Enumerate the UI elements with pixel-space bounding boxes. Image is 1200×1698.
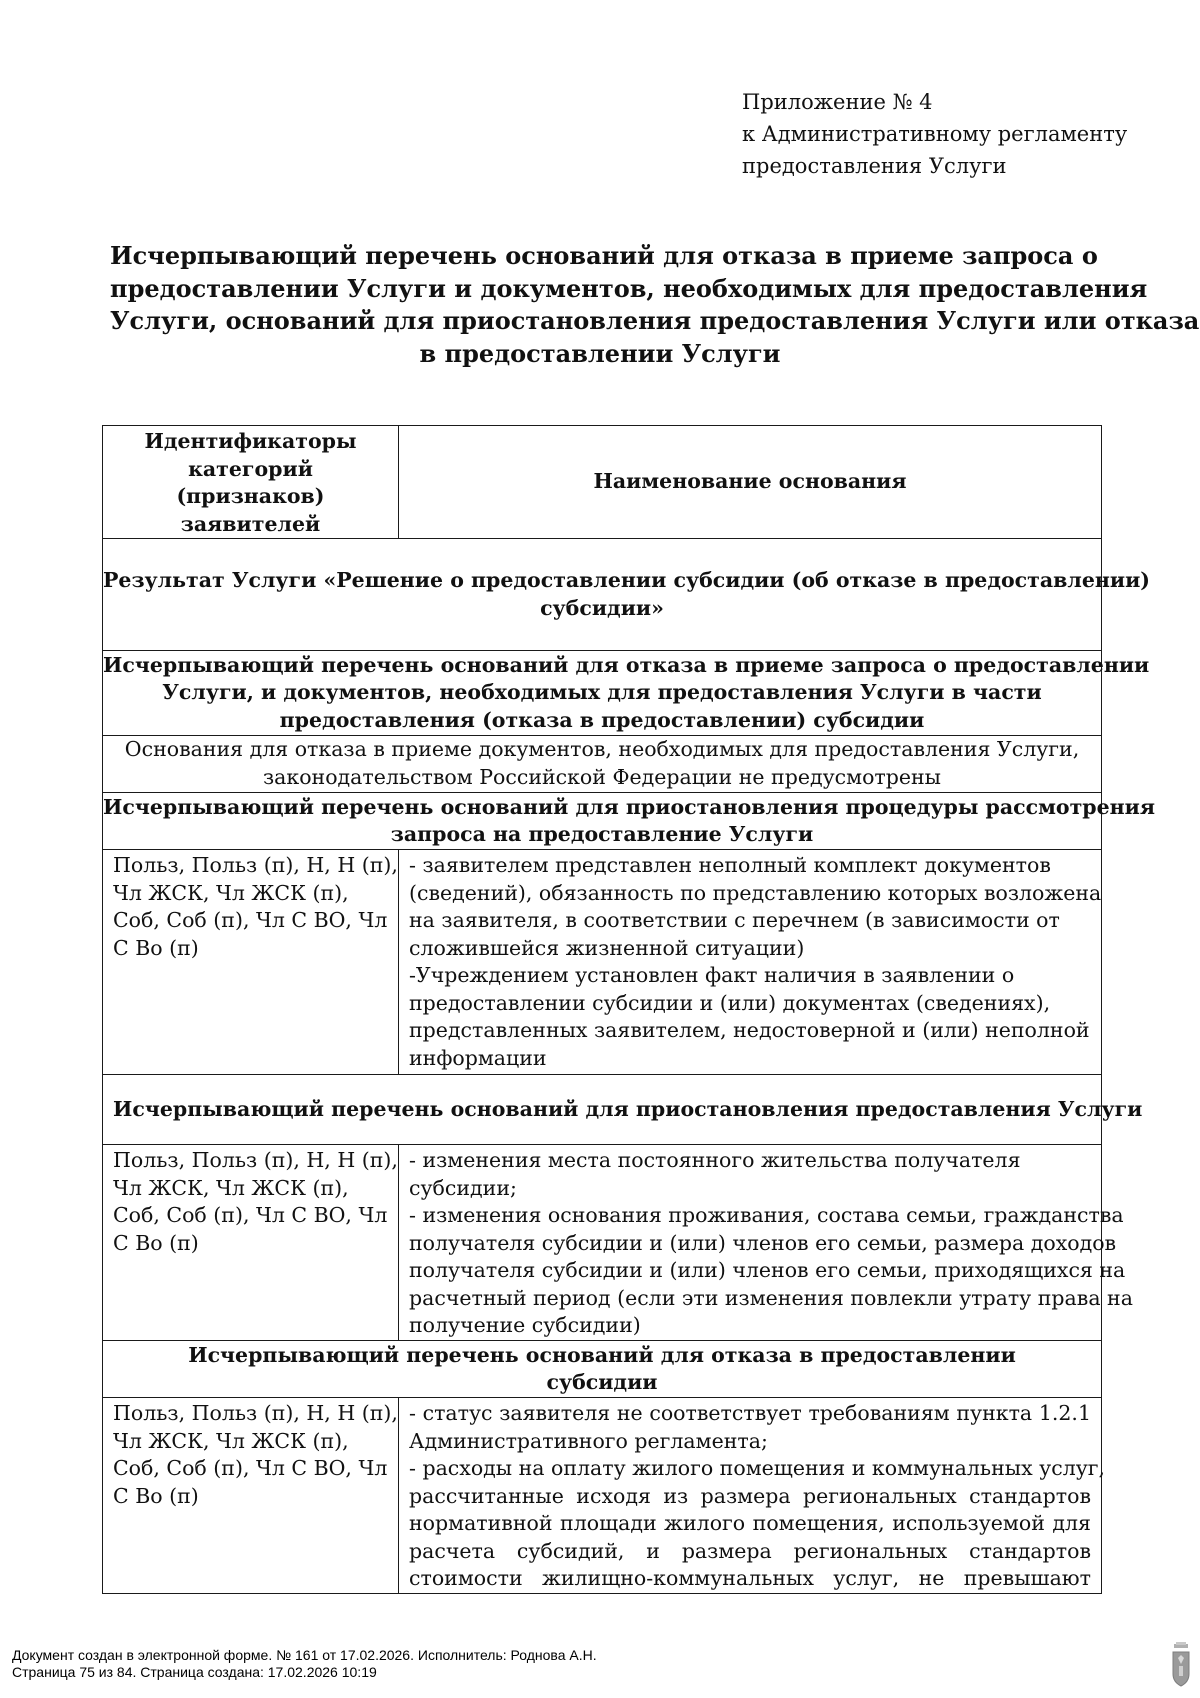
category-line: Соб, Соб (п), Чл С ВО, Чл — [113, 908, 388, 932]
section1-title-cell — [103, 651, 1150, 736]
title-line: Услуги, оснований для приостановления предоставления Услуги или отказа — [110, 306, 1200, 335]
category-line: Польз, Польз (п), Н, Н (п), — [113, 1148, 398, 1172]
header-name-cell: Наименование основания — [399, 426, 1102, 539]
reason-line: - статус заявителя не соответствует требованиям пункта 1.2.1 — [409, 1401, 1091, 1425]
section-title-line: Исчерпывающий перечень оснований для отказа в приеме запроса о предоставлении — [103, 652, 1150, 677]
reasons-cell — [399, 850, 1102, 1075]
reason-line: - изменения основания проживания, состава семьи, гражданства — [409, 1203, 1124, 1227]
section-title-line: предоставления (отказа в предоставлении) субсидии — [279, 707, 925, 732]
category-line: С Во (п) — [113, 1483, 199, 1508]
header-line: заявителей — [180, 511, 321, 536]
section-title-line: Исчерпывающий перечень оснований для приостановления процедуры рассмотрения — [103, 794, 1155, 819]
section-title-line: Услуги, и документов, необходимых для предоставления Услуги в части — [162, 680, 1042, 705]
section-text-line: законодательством Российской Федерации не предусмотрены — [262, 764, 941, 789]
section-title-row — [103, 1341, 1102, 1398]
category-line: Чл ЖСК, Чл ЖСК (п), — [113, 880, 349, 905]
table-row — [103, 1398, 1102, 1594]
section1-text-cell — [103, 736, 1102, 793]
title-line: Исчерпывающий перечень оснований для отказа в приеме запроса о — [110, 241, 1098, 270]
footer-line: Документ создан в электронной форме. № 161 от 17.02.2026. Исполнитель: Роднова А.Н. — [12, 1647, 597, 1663]
reason-line: получателя субсидии и (или) членов его семьи, приходящихся на — [409, 1258, 1126, 1282]
categories-cell — [103, 1398, 399, 1594]
reason-line: (сведений), обязанность по представлению которых возложена — [409, 880, 1102, 905]
category-line: Чл ЖСК, Чл ЖСК (п), — [113, 1428, 349, 1453]
section2-title-cell — [103, 793, 1155, 850]
header-categories-cell — [103, 426, 399, 539]
result-line: субсидии» — [540, 595, 664, 620]
reason-line: субсидии; — [409, 1175, 517, 1200]
coat-of-arms-icon — [1170, 1642, 1192, 1688]
section-title-row — [103, 651, 1102, 736]
category-line: Соб, Соб (п), Чл С ВО, Чл — [113, 1456, 388, 1480]
reason-line: представленных заявителем, недостоверной и (или) неполной — [409, 1018, 1090, 1042]
reason-line: расчета субсидий, и размера региональных стандартов — [409, 1538, 1091, 1563]
section-title-line: Исчерпывающий перечень оснований для отказа в предоставлении — [188, 1342, 1016, 1367]
section4-title-cell — [103, 1341, 1102, 1398]
header-line: (признаков) — [176, 484, 325, 508]
appendix-line: предоставления Услуги — [742, 154, 1007, 178]
section-text-row — [103, 736, 1102, 793]
result-cell — [103, 539, 1150, 651]
table-header-row — [103, 426, 1102, 539]
section3-title-cell — [103, 1075, 1143, 1145]
category-line: Польз, Польз (п), Н, Н (п), — [113, 1401, 398, 1425]
reason-line: предоставлении субсидии и (или) документах (сведениях), — [409, 990, 1051, 1015]
reason-line: -Учреждением установлен факт наличия в заявлении о — [409, 963, 1015, 987]
reason-line: на заявителя, в соответствии с перечнем (в зависимости от — [409, 908, 1060, 932]
table-row — [103, 1145, 1102, 1341]
reason-line: - расходы на оплату жилого помещения и коммунальных услуг, — [409, 1456, 1106, 1480]
category-line: С Во (п) — [113, 935, 199, 960]
title-line: предоставлении Услуги и документов, необходимых для предоставления — [110, 273, 1148, 303]
section-text-line: Основания для отказа в приеме документов, необходимых для предоставления Услуги, — [124, 737, 1080, 761]
document-title — [110, 240, 1200, 370]
categories-cell — [103, 850, 399, 1075]
result-row — [103, 539, 1102, 651]
section-title-line: субсидии — [546, 1370, 658, 1394]
title-line: в предоставлении Услуги — [419, 338, 781, 368]
category-line: Соб, Соб (п), Чл С ВО, Чл — [113, 1203, 388, 1227]
reasons-cell — [399, 1398, 1106, 1594]
category-line: Чл ЖСК, Чл ЖСК (п), — [113, 1175, 349, 1200]
document-footer — [12, 1647, 597, 1681]
section-title-line: Исчерпывающий перечень оснований для приостановления предоставления Услуги — [113, 1096, 1143, 1121]
appendix-block — [742, 86, 1127, 182]
reason-line: - заявителем представлен неполный комплект документов — [409, 853, 1051, 877]
reason-line: - изменения места постоянного жительства получателя — [409, 1148, 1021, 1172]
grounds-table — [102, 425, 1155, 1594]
header-line: категорий — [188, 456, 313, 481]
footer-line: Страница 75 из 84. Страница создана: 17.02.2026 10:19 — [12, 1664, 377, 1680]
reason-line: рассчитанные исходя из размера региональных стандартов — [409, 1483, 1091, 1508]
table-row — [103, 850, 1102, 1075]
category-line: Польз, Польз (п), Н, Н (п), — [113, 853, 398, 877]
appendix-line: Приложение № 4 — [742, 90, 933, 114]
reason-line: расчетный период (если эти изменения повлекли утрату права на — [409, 1285, 1133, 1310]
categories-cell — [103, 1145, 399, 1341]
appendix-line: к Административному регламенту — [742, 122, 1128, 146]
section-title-row — [103, 793, 1102, 850]
result-line: Результат Услуги «Решение о предоставлении субсидии (об отказе в предоставлении) — [103, 568, 1150, 592]
category-line: С Во (п) — [113, 1230, 199, 1255]
reason-line: нормативной площади жилого помещения, используемой для — [409, 1511, 1091, 1535]
reason-line: стоимости жилищно-коммунальных услуг, не превышают — [409, 1566, 1091, 1590]
header-line: Идентификаторы — [144, 429, 357, 453]
reasons-cell — [399, 1145, 1133, 1341]
reason-line: информации — [409, 1045, 547, 1070]
section-title-row — [103, 1075, 1102, 1145]
section-title-line: запроса на предоставление Услуги — [390, 822, 814, 846]
reason-line: получение субсидии) — [409, 1313, 641, 1337]
reason-line: Административного регламента; — [409, 1428, 768, 1453]
reason-line: получателя субсидии и (или) членов его семьи, размера доходов — [409, 1230, 1117, 1255]
reason-line: сложившейся жизненной ситуации) — [409, 935, 805, 960]
